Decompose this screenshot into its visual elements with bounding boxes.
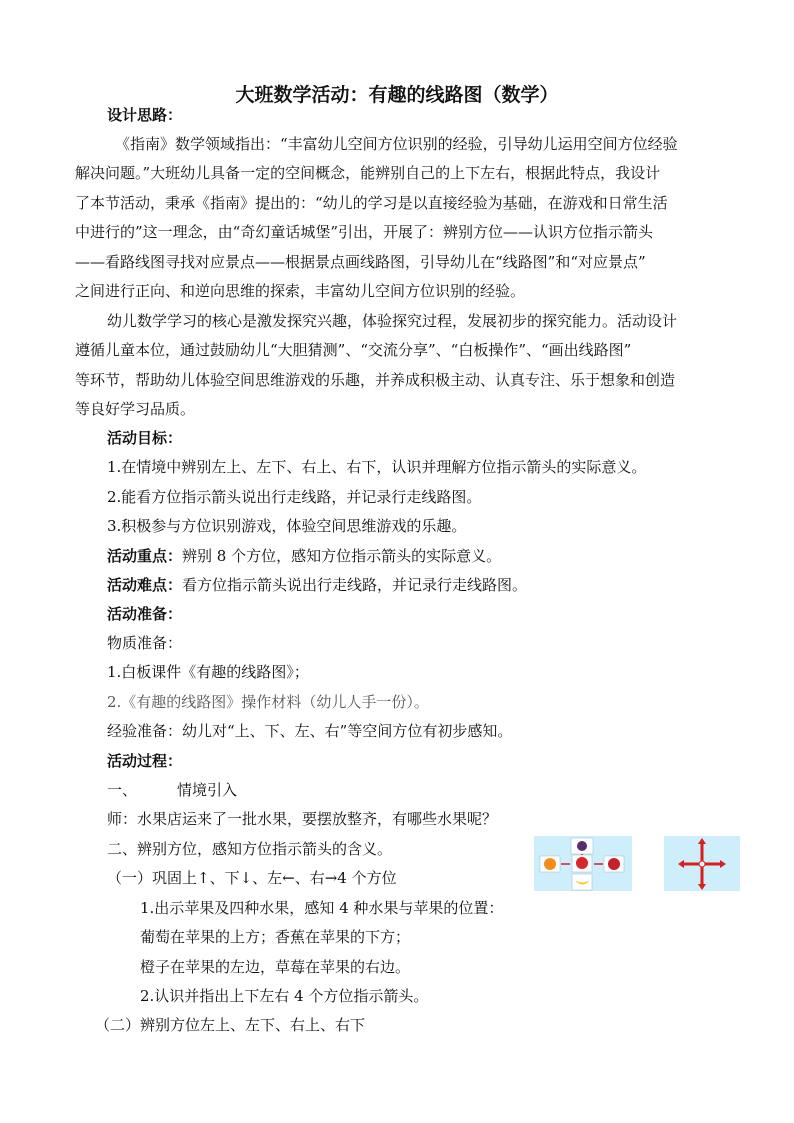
process-section-2: 二、辨别方位，感知方位指示箭头的含义。 [107,840,393,858]
section-2a-item-2: 葡萄在苹果的上方；香蕉在苹果的下方； [140,928,411,946]
design-p1-line-2: 解决问题。”大班幼儿具备一定的空间概念，能辨别自己的上下左右，根据此特点，我设计 [75,164,661,182]
apple-icon [576,857,588,869]
strawberry-icon [608,858,620,870]
prep-experience: 经验准备：幼儿对“上、下、左、右”等空间方位有初步感知。 [107,722,513,740]
design-p2-line-3: 等环节，帮助幼儿体验空间思维游戏的乐趣，并养成积极主动、认真专注、乐于想象和创造 [75,371,676,389]
design-p1-line-3: 了本节活动，秉承《指南》提出的：“幼儿的学习是以直接经验为基础，在游戏和日常生活 [75,194,668,212]
key-point [107,546,501,566]
section-2a-item-1: 1.出示苹果及四种水果，感知 4 种水果与苹果的位置： [140,899,504,917]
process-section-2a: （一）巩固上↑、下↓、左←、右→4 个方位 [107,869,397,887]
section-2a-item-4: 2.认识并指出上下左右 4 个方位指示箭头。 [140,987,429,1005]
key-point-label: 活动重点： [107,547,183,565]
goals-heading: 活动目标： [107,429,183,447]
design-p1-line-5: ——看路线图寻找对应景点——根据景点画线路图，引导幼儿在“线路图”和“对应景点” [75,253,646,271]
design-heading: 设计思路： [107,106,183,124]
process-section-2b: （二）辨别方位左上、左下、右上、右下 [95,1016,366,1034]
goal-item-2: 2.能看方位指示箭头说出行走线路，并记录行走线路图。 [107,488,482,506]
prep-material: 物质准备： [107,634,183,652]
process-section-1 [107,780,237,800]
fruit-position-image [534,836,632,891]
goal-item-3: 3.积极参与方位识别游戏，体验空间思维游戏的乐趣。 [107,517,467,535]
grape-icon [577,841,587,851]
process-section-1-line: 师：水果店运来了一批水果，要摆放整齐，有哪些水果呢？ [107,810,498,828]
orange-icon [544,858,556,870]
design-p1-line-1: 《指南》数学领域指出：“丰富幼儿空间方位识别的经验，引导幼儿运用空间方位经验 [115,135,678,153]
goal-item-1: 1.在情境中辨别左上、左下、右上、右下，认识并理解方位指示箭头的实际意义。 [107,458,647,476]
prep-item-1: 1.白板课件《有趣的线路图》； [107,663,309,681]
prep-item-2: 2.《有趣的线路图》操作材料（幼儿人手一份）。 [107,693,429,711]
prep-heading: 活动准备： [107,605,183,623]
process-heading: 活动过程： [107,752,183,770]
section-2a-item-3: 橙子在苹果的左边，草莓在苹果的右边。 [140,958,411,976]
direction-arrows-image [664,836,740,891]
design-p1-line-6: 之间进行正向、和逆向思维的探索，丰富幼儿空间方位识别的经验。 [75,282,526,300]
section-1-number: 一、 [107,781,138,799]
section-1-text: 情境引入 [177,781,238,799]
difficulty-label: 活动难点： [107,576,183,594]
difficulty-text: 看方位指示箭头说出行走线路，并记录行走线路图。 [182,576,528,594]
page-title: 大班数学活动：有趣的线路图（数学） [235,84,559,106]
design-p2-line-4: 等良好学习品质。 [75,400,196,418]
design-p2-line-2: 遵循儿童本位，通过鼓励幼儿“大胆猜测”、“交流分享”、“白板操作”、“画出线路图” [75,341,632,359]
difficulty-point [107,575,527,595]
key-point-text: 辨别 8 个方位，感知方位指示箭头的实际意义。 [182,547,502,565]
design-p2-line-1: 幼儿数学学习的核心是激发探究兴趣，体验探究过程，发展初步的探究能力。活动设计 [107,312,678,330]
design-p1-line-4: 中进行的”这一理念，由“奇幻童话城堡”引出，开展了：辨别方位——认识方位指示箭头 [75,223,654,241]
